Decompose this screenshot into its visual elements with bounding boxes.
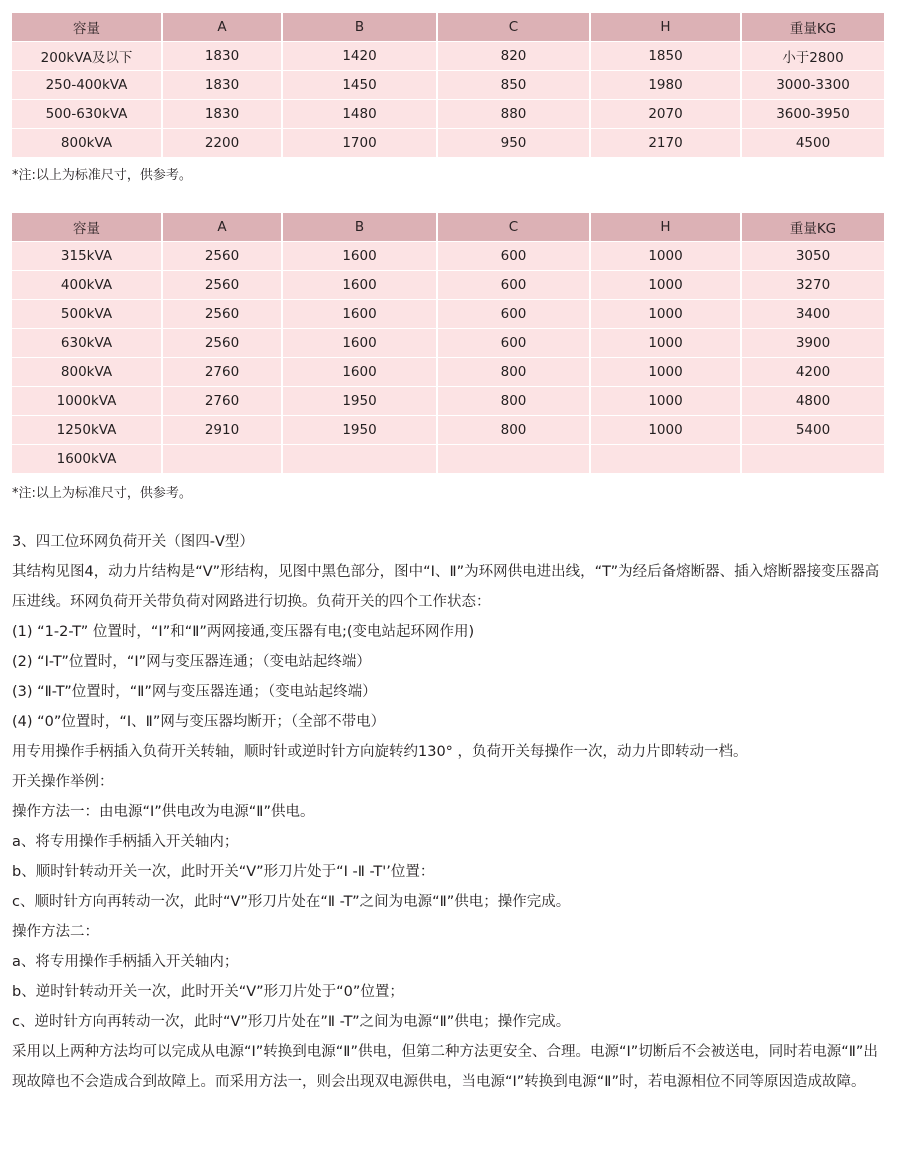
table-cell: 2760 — [163, 387, 283, 416]
header-h: H — [591, 13, 742, 42]
operation-example-heading: 开关操作举例： — [12, 774, 114, 790]
table-cell: 1950 — [283, 387, 438, 416]
table-cell: 1830 — [163, 71, 283, 100]
table-cell — [438, 445, 591, 474]
table-cell: 850 — [438, 71, 591, 100]
header-c: C — [438, 13, 591, 42]
table-cell: 2200 — [163, 129, 283, 158]
table-row — [12, 300, 884, 329]
table-cell: 3000-3300 — [742, 71, 884, 100]
header-a: A — [163, 213, 283, 242]
method-2-heading: 操作方法二： — [12, 924, 99, 940]
table-cell: 1000kVA — [12, 387, 163, 416]
table-cell: 600 — [438, 271, 591, 300]
table-cell: 3900 — [742, 329, 884, 358]
table-cell: 600 — [438, 329, 591, 358]
table-cell: 1000 — [591, 300, 742, 329]
table-cell: 800kVA — [12, 358, 163, 387]
section-heading: 3、四工位环网负荷开关（图四-V型） — [12, 534, 254, 550]
table-cell: 4200 — [742, 358, 884, 387]
table-cell: 2910 — [163, 416, 283, 445]
table-row — [12, 271, 884, 300]
state-1: (1) “1-2-T” 位置时，“Ⅰ”和“Ⅱ”两网接通,变压器有电;(变电站起环网作用) — [12, 624, 475, 640]
table-cell: 800 — [438, 387, 591, 416]
table-cell: 1250kVA — [12, 416, 163, 445]
table-cell: 3600-3950 — [742, 100, 884, 129]
switch-section — [12, 527, 888, 1097]
table-cell: 800kVA — [12, 129, 163, 158]
table-row — [12, 387, 884, 416]
table-cell: 1700 — [283, 129, 438, 158]
table-cell: 1480 — [283, 100, 438, 129]
table-cell: 3270 — [742, 271, 884, 300]
table-cell: 1600 — [283, 300, 438, 329]
table-cell: 1850 — [591, 42, 742, 71]
header-weight: 重量KG — [742, 213, 884, 242]
table-cell: 800 — [438, 416, 591, 445]
table-cell: 1830 — [163, 42, 283, 71]
table-row — [12, 445, 884, 474]
table-cell: 4500 — [742, 129, 884, 158]
table-cell: 3400 — [742, 300, 884, 329]
table-cell: 2560 — [163, 271, 283, 300]
table-cell: 3050 — [742, 242, 884, 271]
method-2-step-c: c、逆时针方向再转动一次，此时“V”形刀片处在”Ⅱ -T”之间为电源“Ⅱ”供电；操作完成。 — [12, 1014, 571, 1030]
table-cell: 880 — [438, 100, 591, 129]
table-row — [12, 71, 884, 100]
method-2-step-b: b、逆时针转动开关一次，此时开关“V”形刀片处于“0”位置； — [12, 984, 404, 1000]
table-cell — [283, 445, 438, 474]
table-2-note: *注:以上为标准尺寸，供参考。 — [12, 486, 192, 501]
table-cell: 1950 — [283, 416, 438, 445]
method-2-step-a: a、将专用操作手柄插入开关轴内； — [12, 954, 239, 970]
state-3: (3) “Ⅱ-T”位置时，“Ⅱ”网与变压器连通；（变电站起终端） — [12, 684, 377, 700]
conclusion-paragraph: 采用以上两种方法均可以完成从电源“Ⅰ”转换到电源“Ⅱ”供电，但第二种方法更安全、合理。电源“Ⅰ”切断后不会被送电，同时若电源“Ⅱ”出现故障也不会造成合到故障上。而采用方法一，则会出现双电源供电，当电源“Ⅰ”转换到电源“Ⅱ”时，若电源相位不同等原因造成故障。 — [12, 1044, 878, 1090]
table-cell: 5400 — [742, 416, 884, 445]
table-row — [12, 416, 884, 445]
method-1-step-a: a、将专用操作手柄插入开关轴内； — [12, 834, 239, 850]
state-2: (2) “Ⅰ-T”位置时，“Ⅰ”网与变压器连通；（变电站起终端） — [12, 654, 371, 670]
table-cell: 1830 — [163, 100, 283, 129]
table-cell — [163, 445, 283, 474]
table-cell: 2560 — [163, 329, 283, 358]
table-cell: 1000 — [591, 242, 742, 271]
table-cell: 2170 — [591, 129, 742, 158]
table-cell: 500-630kVA — [12, 100, 163, 129]
table-cell: 2560 — [163, 300, 283, 329]
table-cell: 400kVA — [12, 271, 163, 300]
method-1-step-c: c、顺时针方向再转动一次，此时“V”形刀片处在“Ⅱ -T”之间为电源“Ⅱ”供电；操作完成。 — [12, 894, 571, 910]
table-cell — [742, 445, 884, 474]
table-row — [12, 242, 884, 271]
table-cell: 1000 — [591, 387, 742, 416]
header-capacity: 容量 — [12, 13, 163, 42]
table-1-note: *注:以上为标准尺寸，供参考。 — [12, 168, 192, 183]
header-capacity: 容量 — [12, 213, 163, 242]
table-cell — [591, 445, 742, 474]
table-header-row — [12, 213, 884, 242]
table-cell: 1420 — [283, 42, 438, 71]
table-cell: 600 — [438, 300, 591, 329]
table-cell: 1600 — [283, 358, 438, 387]
table-cell: 820 — [438, 42, 591, 71]
table-cell: 1600 — [283, 242, 438, 271]
table-cell: 250-400kVA — [12, 71, 163, 100]
table-cell: 1000 — [591, 271, 742, 300]
table-cell: 500kVA — [12, 300, 163, 329]
method-1-step-b: b、顺时针转动开关一次，此时开关“V”形刀片处于“Ⅰ -Ⅱ -T'’位置： — [12, 864, 435, 880]
table-cell: 1600 — [283, 329, 438, 358]
table-row — [12, 129, 884, 158]
table-cell: 600 — [438, 242, 591, 271]
header-h: H — [591, 213, 742, 242]
table-cell: 315kVA — [12, 242, 163, 271]
spec-table-1 — [12, 13, 884, 158]
header-b: B — [283, 13, 438, 42]
table-cell: 200kVA及以下 — [12, 42, 163, 71]
table-cell: 2560 — [163, 242, 283, 271]
table-row — [12, 42, 884, 71]
table-cell: 1450 — [283, 71, 438, 100]
table-header-row — [12, 13, 884, 42]
structure-description: 其结构见图4，动力片结构是“V”形结构，见图中黑色部分，图中“Ⅰ、Ⅱ”为环网供电进出线，“T”为经后备熔断器、插入熔断器接变压器高压进线。环网负荷开关带负荷对网路进行切换。负荷开关的四个工作状态： — [12, 564, 880, 610]
table-cell: 1000 — [591, 416, 742, 445]
table-cell: 630kVA — [12, 329, 163, 358]
table-row — [12, 329, 884, 358]
table-cell: 800 — [438, 358, 591, 387]
operation-description: 用专用操作手柄插入负荷开关转轴，顺时针或逆时针方向旋转约130° ，负荷开关每操作一次，动力片即转动一档。 — [12, 744, 748, 760]
table-cell: 小于2800 — [742, 42, 884, 71]
header-weight: 重量KG — [742, 13, 884, 42]
table-cell: 1600kVA — [12, 445, 163, 474]
state-4: (4) “0”位置时，“Ⅰ、Ⅱ”网与变压器均断开；（全部不带电） — [12, 714, 386, 730]
table-cell: 1000 — [591, 358, 742, 387]
table-cell: 4800 — [742, 387, 884, 416]
table-cell: 1000 — [591, 329, 742, 358]
table-row — [12, 358, 884, 387]
header-a: A — [163, 13, 283, 42]
method-1-heading: 操作方法一：由电源“Ⅰ”供电改为电源“Ⅱ”供电。 — [12, 804, 315, 820]
table-cell: 2070 — [591, 100, 742, 129]
table-cell: 1600 — [283, 271, 438, 300]
table-cell: 950 — [438, 129, 591, 158]
header-c: C — [438, 213, 591, 242]
table-cell: 1980 — [591, 71, 742, 100]
header-b: B — [283, 213, 438, 242]
table-cell: 2760 — [163, 358, 283, 387]
spec-table-2 — [12, 213, 884, 474]
table-row — [12, 100, 884, 129]
